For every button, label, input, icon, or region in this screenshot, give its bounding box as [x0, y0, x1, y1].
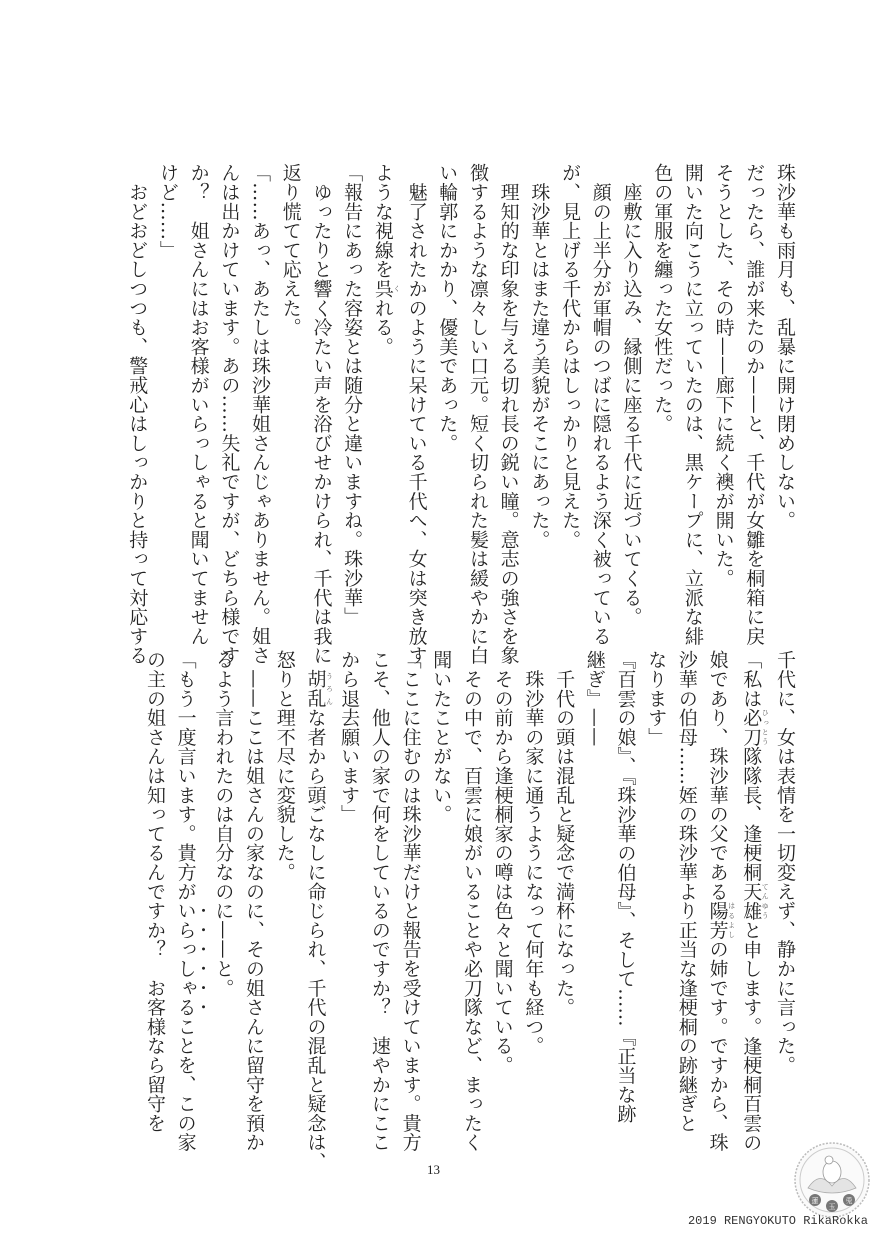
text-line: 開いた向こうに立っていたのは、黒ケープに、立派な緋: [681, 163, 704, 646]
text-line: 「私は必刀 ひっとう隊隊長、逢梗桐天雄 てんゆうと申します。逢梗桐百雲の: [740, 650, 770, 1152]
ruby-text: 天雄 てんゆう: [740, 881, 770, 921]
text-line: んは出かけています。あの……失礼ですが、どちら様です: [218, 163, 241, 665]
ruby-text: 呉 く: [371, 278, 401, 299]
text-line: い輪郭にかかり、優美であった。: [436, 163, 459, 453]
emphasis-text: いらっしゃる: [174, 900, 197, 1017]
text-line: 魅了されたかのように呆けている千代へ、女は突き放す: [405, 163, 428, 665]
text-line: その中で、百雲に娘がいることや必刀隊など、まったく: [460, 650, 483, 1152]
text-line: 徴するような凛々しい口元。短く切られた髪は緩やかに白: [466, 163, 489, 665]
text-line: 「ここに住むのは珠沙華だけと報告を受けています。貴方: [399, 650, 422, 1152]
text-line: 珠沙華の家に通うようになって何年も経つ。: [522, 650, 545, 1056]
text-line: 「もう一度言います。貴方がいらっしゃることを、この家: [174, 650, 197, 1152]
text-line: 沙華の伯母……姪の珠沙華より正当な逢梗桐の跡継ぎと: [675, 650, 698, 1133]
text-line: けど……」: [156, 163, 179, 260]
page-number: 13: [427, 1162, 440, 1177]
text-line: から退去願います」: [338, 650, 361, 824]
text-line: ゆったりと響く冷たい声を浴びせかけられ、千代は我に: [310, 163, 333, 665]
text-line: 聞いたことがない。: [430, 650, 453, 824]
ruby-text: 胡乱 うろん: [304, 669, 334, 708]
text-line: ような視線を呉 くれる。: [371, 163, 401, 357]
seal-char: 蓮: [811, 1197, 819, 1205]
text-line: 千代の頭は混乱と疑念で満杯になった。: [553, 650, 576, 1017]
ruby-text: 必刀 ひっとう: [740, 707, 770, 747]
text-line: 珠沙華も雨月も、乱暴に開け閉めしない。: [774, 163, 796, 530]
text-line: が、見上げる千代からはしっかりと見えた。: [559, 163, 582, 549]
text-line: の主の姐さんは知ってるんですか？ お客様なら留守を: [143, 650, 166, 1133]
text-line: ——ここは姐さんの家なのに、その姐さんに留守を預か: [243, 650, 266, 1152]
text-line: 娘であり、珠沙華の父である陽芳 はるよしの姉です。ですから、珠: [706, 650, 736, 1152]
text-line: 「報告にあった容姿とは随分と違いますね。珠沙華」: [341, 163, 364, 627]
seal-char: 玉: [828, 1203, 836, 1211]
text-line: 返り慌てて応えた。: [279, 163, 302, 337]
seal-logo-icon: [792, 1140, 872, 1220]
body-text-upper: [122, 163, 800, 665]
text-line: るよう言われたのは自分なのに——と。: [212, 650, 235, 998]
text-line: 千代に、女は表情を一切変えず、静かに言った。: [774, 650, 796, 1075]
text-line: 『百雲の娘』、『珠沙華の伯母』、そして……『正当な跡: [614, 650, 637, 1124]
text-line: その前から逢梗桐家の噂は色々と聞いている。: [491, 650, 514, 1075]
text-line: なります」: [645, 650, 668, 747]
text-line: 「……あっ、あたしは珠沙華姐さんじゃありません。姐さ: [249, 163, 272, 665]
seal-char: 兎: [845, 1197, 853, 1205]
text-line: おどおどしつつも、警戒心はしっかりと持って対応する: [126, 163, 149, 665]
text-line: 色の軍服を纏った女性だった。: [651, 163, 674, 434]
text-line: 怒りと理不尽に変貌した。: [273, 650, 296, 882]
text-line: 顔の上半分が軍帽のつばに隠れるよう深く被っている: [589, 163, 612, 646]
text-line: 珠沙華とはまた違う美貌がそこにあった。: [528, 163, 551, 549]
text-line: そうとした、その時——廊下に続く襖が開いた。: [712, 163, 735, 588]
text-line: だったら、誰が来たのか——と、千代が女雛を桐箱に戻: [743, 163, 766, 646]
text-line: 座敷に入り込み、縁側に座る千代に近づいてくる。: [620, 163, 643, 627]
footer-credit: 2019 RENGYOKUTO RikaRokka: [687, 1214, 868, 1228]
text-line: 継ぎ』——: [583, 650, 606, 747]
text-line: 理知的な印象を与える切れ長の鋭い瞳。意志の強さを象: [497, 163, 520, 665]
text-line: か？ 姐さんにはお客様がいらっしゃると聞いてません: [187, 163, 210, 646]
text-line: こそ、他人の家で何をしているのですか？ 速やかにここ: [368, 650, 391, 1152]
text-line: 胡乱 うろんな者から頭ごなしに命じられ、千代の混乱と疑念は、: [304, 669, 334, 1172]
ruby-text: 陽芳 はるよし: [706, 900, 736, 940]
